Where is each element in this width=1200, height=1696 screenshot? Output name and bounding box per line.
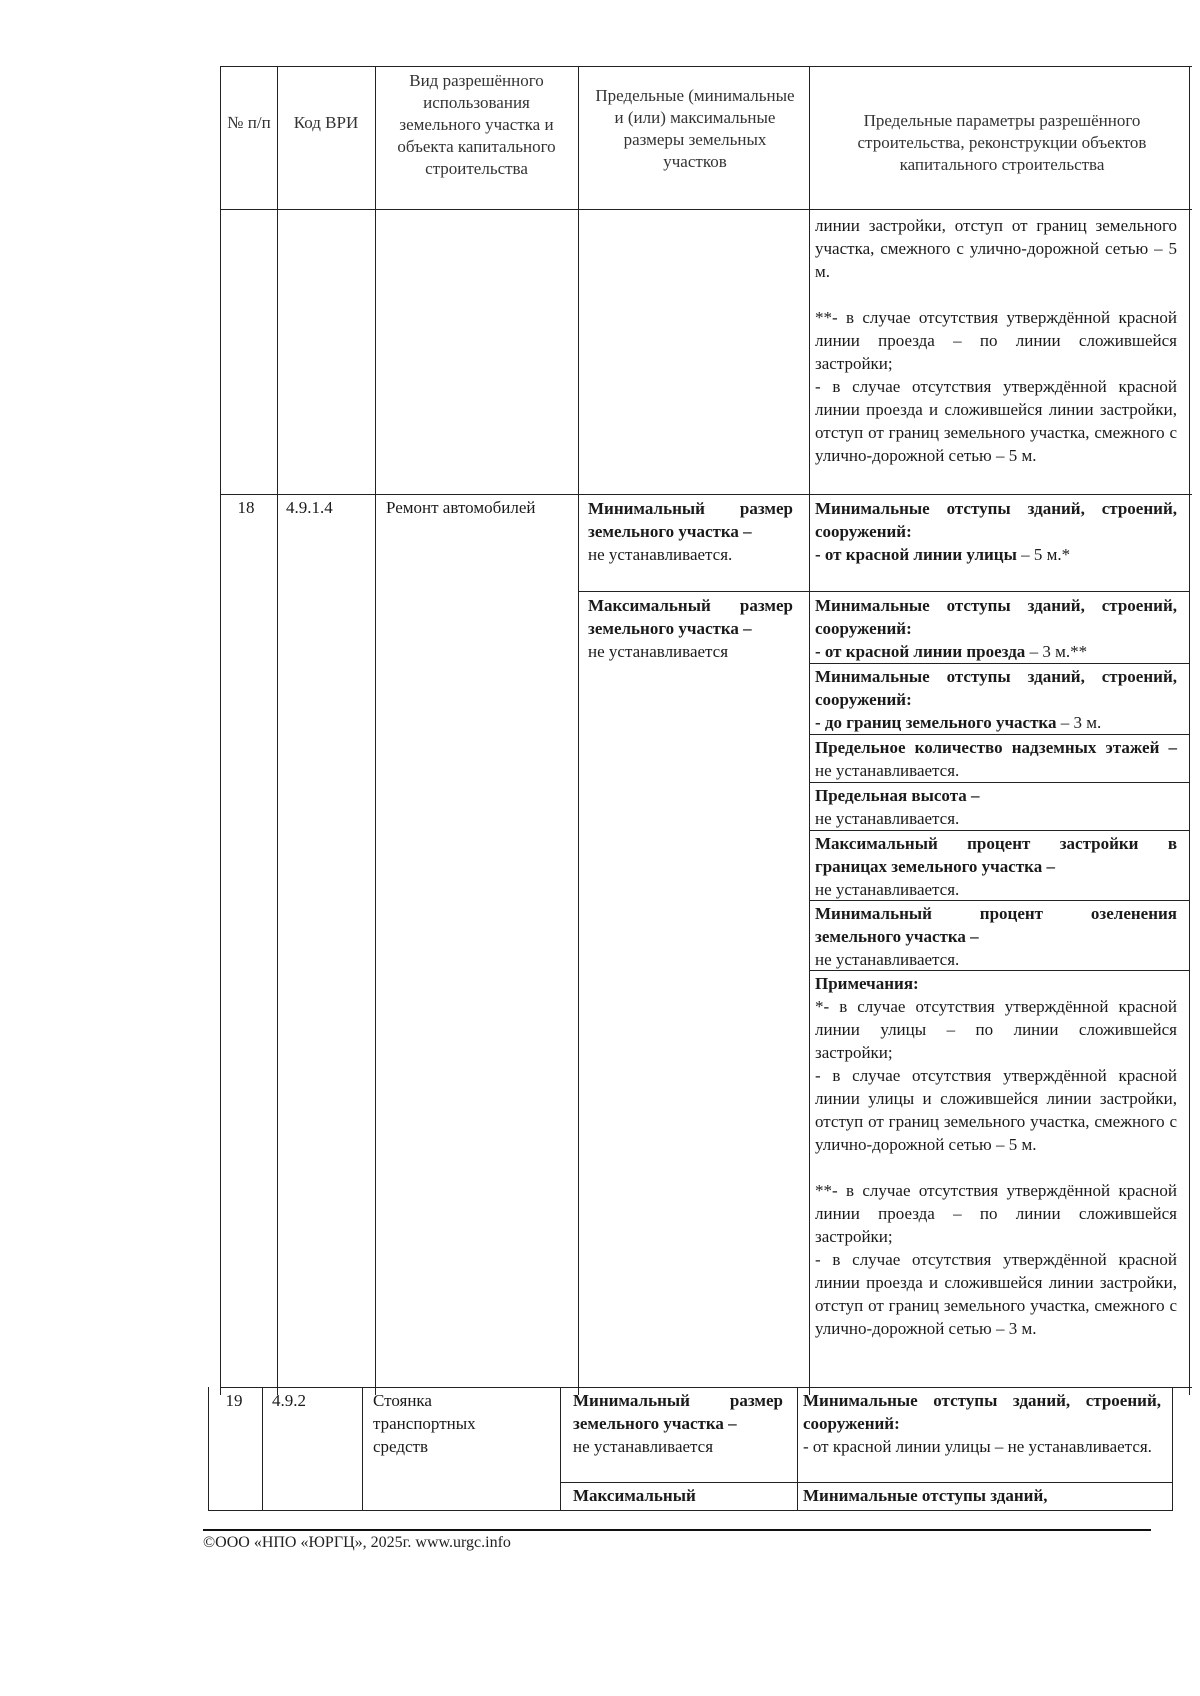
header-kind: Вид разрешённого использования земельного участка и объекта капитального строительства: [397, 71, 556, 178]
row18-note-1: *- в случае отсутствия утверждённой красной линии улицы – по линии сложившейся застройки;: [815, 997, 1177, 1062]
row18-height-value: не устанавливается.: [815, 809, 960, 828]
row18-offset-boundary-value: – 3 м.: [1056, 713, 1102, 732]
row18-offset-passage-label: - от красной линии проезда: [815, 642, 1026, 661]
row19-offset-street: [803, 1389, 1161, 1458]
row19-code: 4.9.2: [272, 1391, 306, 1410]
continued-note-3: - в случае отсутствия утверждённой красной линии проезда и сложившейся линии застройки, отступ от границ земельного участка, смежного с улично-дорожной сетью – 5 м.: [815, 377, 1177, 465]
row19-min-size: [573, 1389, 783, 1458]
row18-note-3: **- в случае отсутствия утверждённой красной линии проезда – по линии сложившейся застройки;: [815, 1181, 1177, 1246]
continued-note: [815, 214, 1177, 467]
row18-floors-value: не устанавливается.: [815, 761, 960, 780]
row18-offset-boundary: [815, 665, 1177, 734]
row18-offset-boundary-label: - до границ земельного участка: [815, 713, 1057, 732]
row18-offset-passage-title: Минимальные отступы зданий, строений, сооружений:: [815, 596, 1177, 638]
header-params: Предельные параметры разрешённого строительства, реконструкции объектов капитального строительства: [857, 111, 1147, 174]
row18-notes-title: Примечания:: [815, 974, 919, 993]
row18-max-size: [588, 594, 793, 663]
row18-greening-value: не устанавливается.: [815, 950, 960, 969]
row18-offset-street-title: Минимальные отступы зданий, строений, сооружений:: [815, 499, 1177, 541]
footer-rule: [203, 1529, 1151, 1531]
row18-greening: [815, 902, 1177, 971]
row18-number: 18: [237, 498, 255, 517]
row19-number: 19: [225, 1391, 243, 1410]
header-code: Код ВРИ: [293, 113, 359, 132]
row18-offset-passage: [815, 594, 1177, 663]
row18-height-label: Предельная высота –: [815, 786, 980, 805]
header-number: № п/п: [227, 113, 271, 132]
row18-floors-label: Предельное количество надземных этажей –: [815, 738, 1177, 757]
row18-note-2: - в случае отсутствия утверждённой красной линии улицы и сложившейся линии застройки, отступ от границ земельного участка, смежного с улично-дорожной сетью – 5 м.: [815, 1066, 1177, 1154]
row18-offset-street-label: - от красной линии улицы: [815, 545, 1017, 564]
row18-code: 4.9.1.4: [286, 498, 333, 517]
row19-min-size-title: Минимальный размер земельного участка –: [573, 1391, 783, 1433]
row19-kind: Стоянка транспортных средств: [373, 1391, 476, 1456]
row18-greening-label: Минимальный процент озеленения земельного участка –: [815, 904, 1177, 946]
row18-coverage: [815, 832, 1177, 901]
row18-max-size-value: не устанавливается: [588, 642, 729, 661]
row19-offset-street-title: Минимальные отступы зданий, строений, сооружений:: [803, 1391, 1161, 1433]
row19-min-size-value: не устанавливается: [573, 1437, 714, 1456]
row18-notes: [815, 972, 1177, 1340]
row18-offset-boundary-title: Минимальные отступы зданий, строений, сооружений:: [815, 667, 1177, 709]
row18-coverage-label: Максимальный процент застройки в границах земельного участка –: [815, 834, 1177, 876]
row18-max-size-title: Максимальный размер земельного участка –: [588, 596, 793, 638]
continued-note-2: **- в случае отсутствия утверждённой красной линии проезда – по линии сложившейся застройки;: [815, 308, 1177, 373]
row19-offset-next-title: Минимальные отступы зданий,: [803, 1486, 1048, 1505]
row19-max-size-title: Максимальный: [573, 1486, 696, 1505]
row18-min-size: [588, 497, 793, 566]
row18-min-size-title: Минимальный размер земельного участка –: [588, 499, 793, 541]
row18-offset-street: [815, 497, 1177, 566]
row18-coverage-value: не устанавливается.: [815, 880, 960, 899]
header-sizes: Предельные (минимальные и (или) максимальные размеры земельных участков: [595, 86, 795, 171]
row19-offset-street-line: - от красной линии улицы – не устанавливается.: [803, 1437, 1152, 1456]
row18-kind: Ремонт автомобилей: [386, 498, 536, 517]
row18-offset-passage-value: – 3 м.**: [1025, 642, 1088, 661]
row18-floors: [815, 736, 1177, 782]
footer-copyright: ©ООО «НПО «ЮРГЦ», 2025г. www.urgc.info: [203, 1534, 511, 1551]
row18-offset-street-value: – 5 м.*: [1016, 545, 1071, 564]
row18-note-4: - в случае отсутствия утверждённой красной линии проезда и сложившейся линии застройки, отступ от границ земельного участка, смежного с улично-дорожной сетью – 3 м.: [815, 1250, 1177, 1338]
continued-note-1: линии застройки, отступ от границ земельного участка, смежного с улично-дорожной сетью – 5 м.: [815, 216, 1177, 281]
row18-min-size-value: не устанавливается.: [588, 545, 733, 564]
row18-height: [815, 784, 1177, 830]
